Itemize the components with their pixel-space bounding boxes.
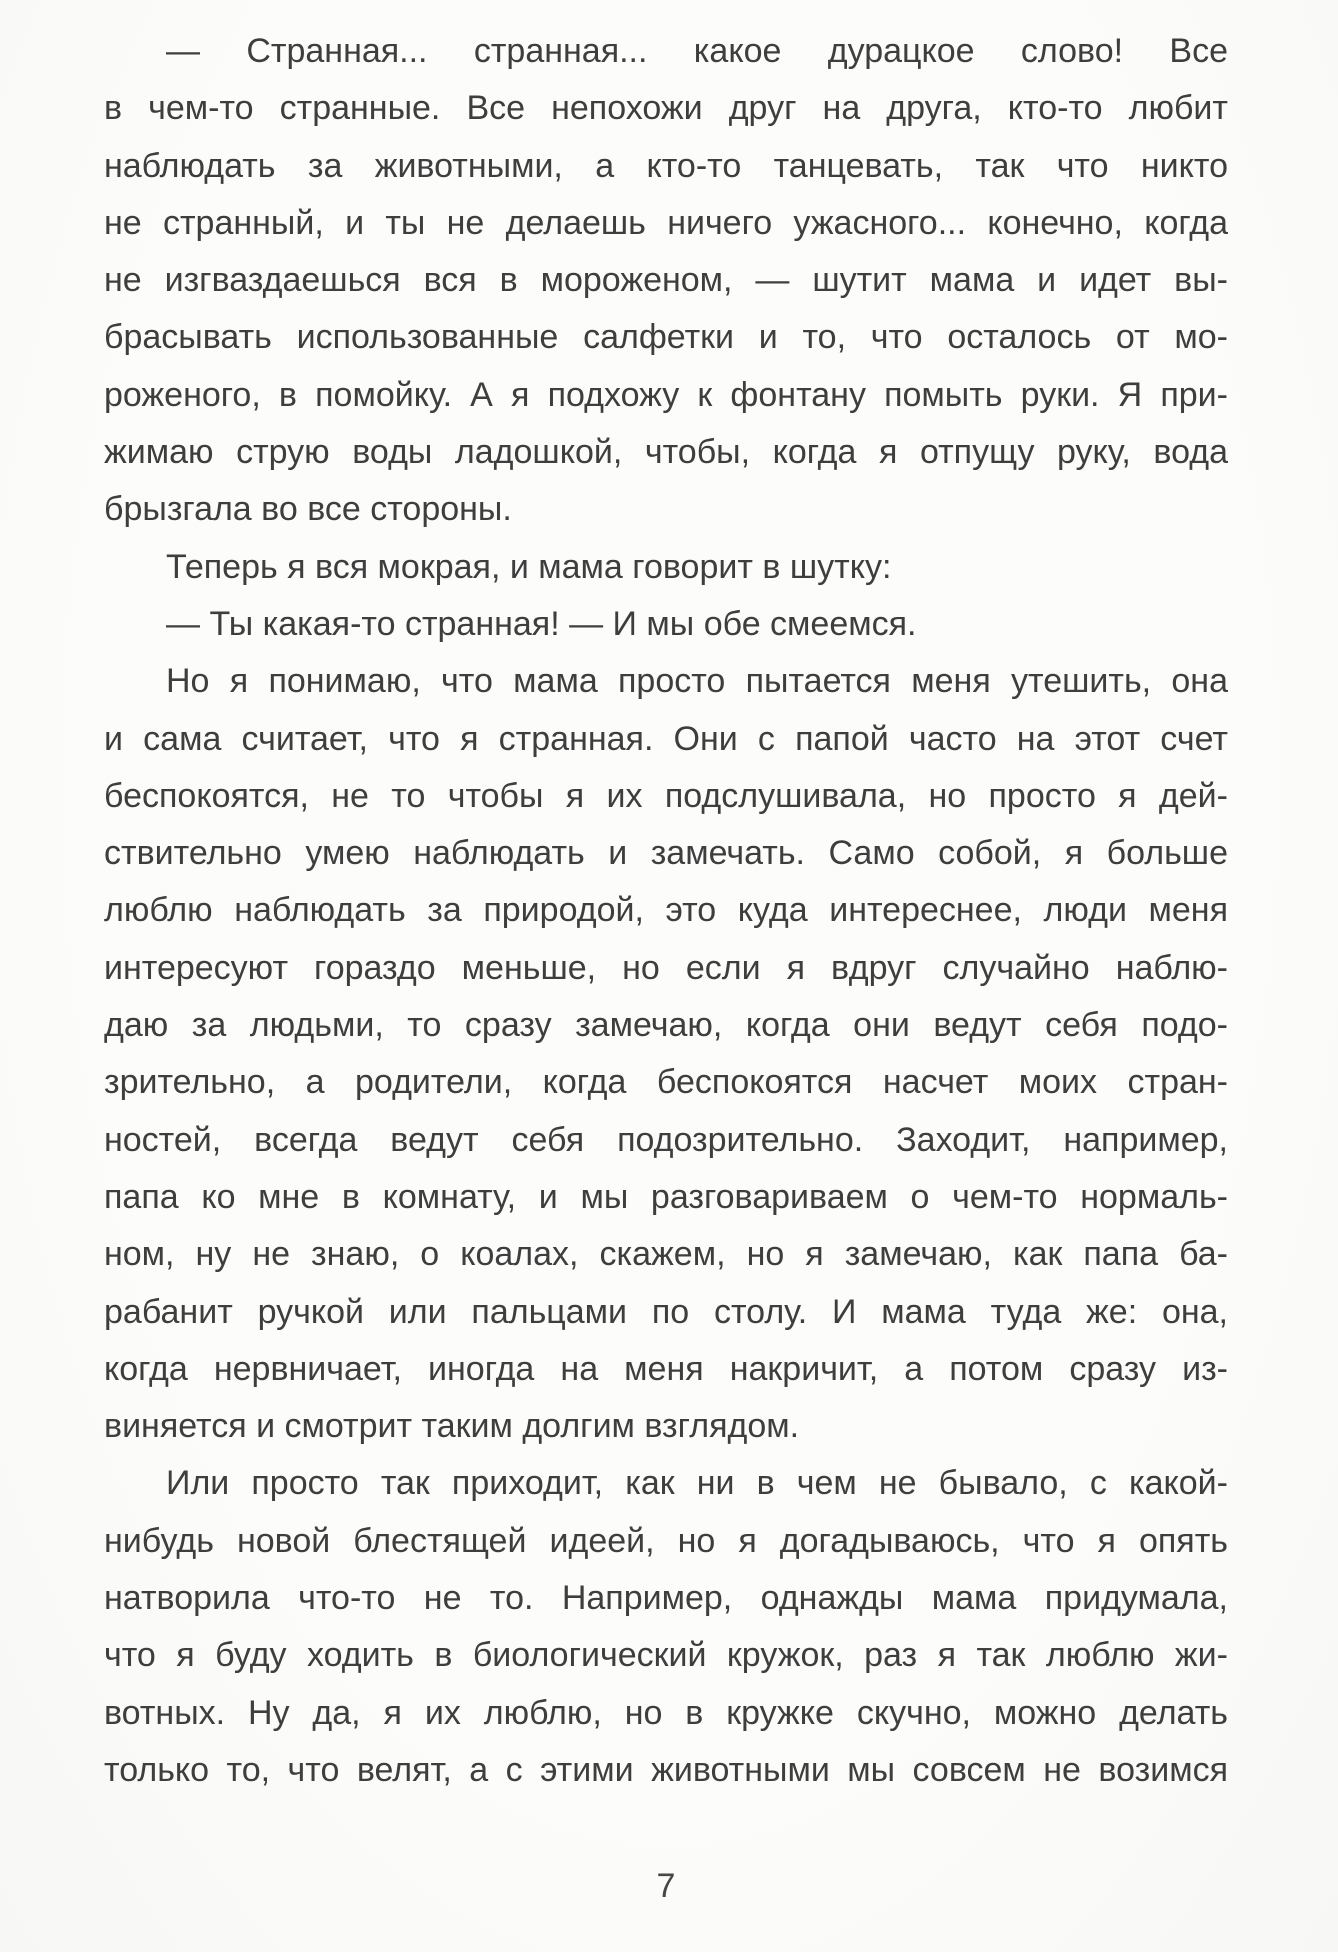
text-line: даю за людьми, то сразу замечаю, когда они ведут себя подо-: [104, 1006, 1228, 1045]
paragraph: [104, 539, 1228, 596]
text-line: Теперь я вся мокрая, и мама говорит в шутку:: [166, 547, 892, 586]
text-line: Но я понимаю, что мама просто пытается меня утешить, она: [166, 662, 1228, 701]
text-line: ствительно умею наблюдать и замечать. Само собой, я больше: [104, 834, 1228, 873]
text-line: — Странная... странная... какое дурацкое слово! Все: [166, 32, 1228, 70]
text-line: — Ты какая-то странная! — И мы обе смеемся.: [166, 604, 917, 643]
paragraph: [104, 1455, 1228, 1799]
text-line: люблю наблюдать за природой, это куда интереснее, люди меня: [104, 891, 1228, 930]
text-line: зрительно, а родители, когда беспокоятся насчет моих стран-: [104, 1063, 1228, 1102]
text-line: рабанит ручкой или пальцами по столу. И мама туда же: она,: [104, 1292, 1228, 1331]
text-line: роженого, в помойку. А я подхожу к фонтану помыть руки. Я при-: [104, 375, 1228, 414]
text-line: интересуют гораздо меньше, но если я вдруг случайно наблю-: [104, 948, 1228, 987]
page-number: 7: [656, 1867, 676, 1906]
text-line: Или просто так приходит, как ни в чем не бывало, с какой-: [166, 1464, 1228, 1503]
text-line: натворила что-то не то. Например, однажды мама придумала,: [104, 1579, 1228, 1618]
text-line: брасывать использованные салфетки и то, что осталось от мо-: [104, 318, 1228, 357]
body-text: [104, 23, 1228, 1916]
text-line: нибудь новой блестящей идеей, но я догадываюсь, что я опять: [104, 1521, 1228, 1560]
text-line: брызгала во все стороны.: [104, 490, 512, 529]
text-line: виняется и смотрит таким долгим взглядом.: [104, 1407, 800, 1446]
text-line: и сама считает, что я странная. Они с папой часто на этот счет: [104, 719, 1228, 758]
text-line: что я буду ходить в биологический кружок, раз я так люблю жи-: [104, 1636, 1228, 1675]
text-line: ностей, всегда ведут себя подозрительно. Заходит, например,: [104, 1120, 1228, 1159]
text-line: наблюдать за животными, а кто-то танцевать, так что никто: [104, 146, 1228, 185]
paragraph: [104, 596, 1228, 653]
text-line: не изгваздаешься вся в мороженом, — шутит мама и идет вы-: [104, 261, 1228, 300]
text-line: вотных. Ну да, я их люблю, но в кружке скучно, можно делать: [104, 1693, 1228, 1732]
text-line: жимаю струю воды ладошкой, чтобы, когда я отпущу руку, вода: [104, 433, 1228, 472]
text-line: ном, ну не знаю, о коалах, скажем, но я замечаю, как папа ба-: [104, 1235, 1228, 1274]
text-line: папа ко мне в комнату, и мы разговариваем о чем-то нормаль-: [104, 1177, 1228, 1216]
paragraph: [104, 653, 1228, 1455]
text-line: только то, что велят, а с этими животными мы совсем не возимся: [104, 1750, 1228, 1789]
text-line: в чем-то странные. Все непохожи друг на друга, кто-то любит: [104, 89, 1228, 128]
text-line: беспокоятся, не то чтобы я их подслушивала, но просто я дей-: [104, 776, 1228, 815]
text-line: не странный, и ты не делаешь ничего ужасного... конечно, когда: [104, 203, 1228, 242]
paragraph: [104, 23, 1228, 539]
text-line: когда нервничает, иногда на меня накричит, а потом сразу из-: [104, 1349, 1228, 1388]
